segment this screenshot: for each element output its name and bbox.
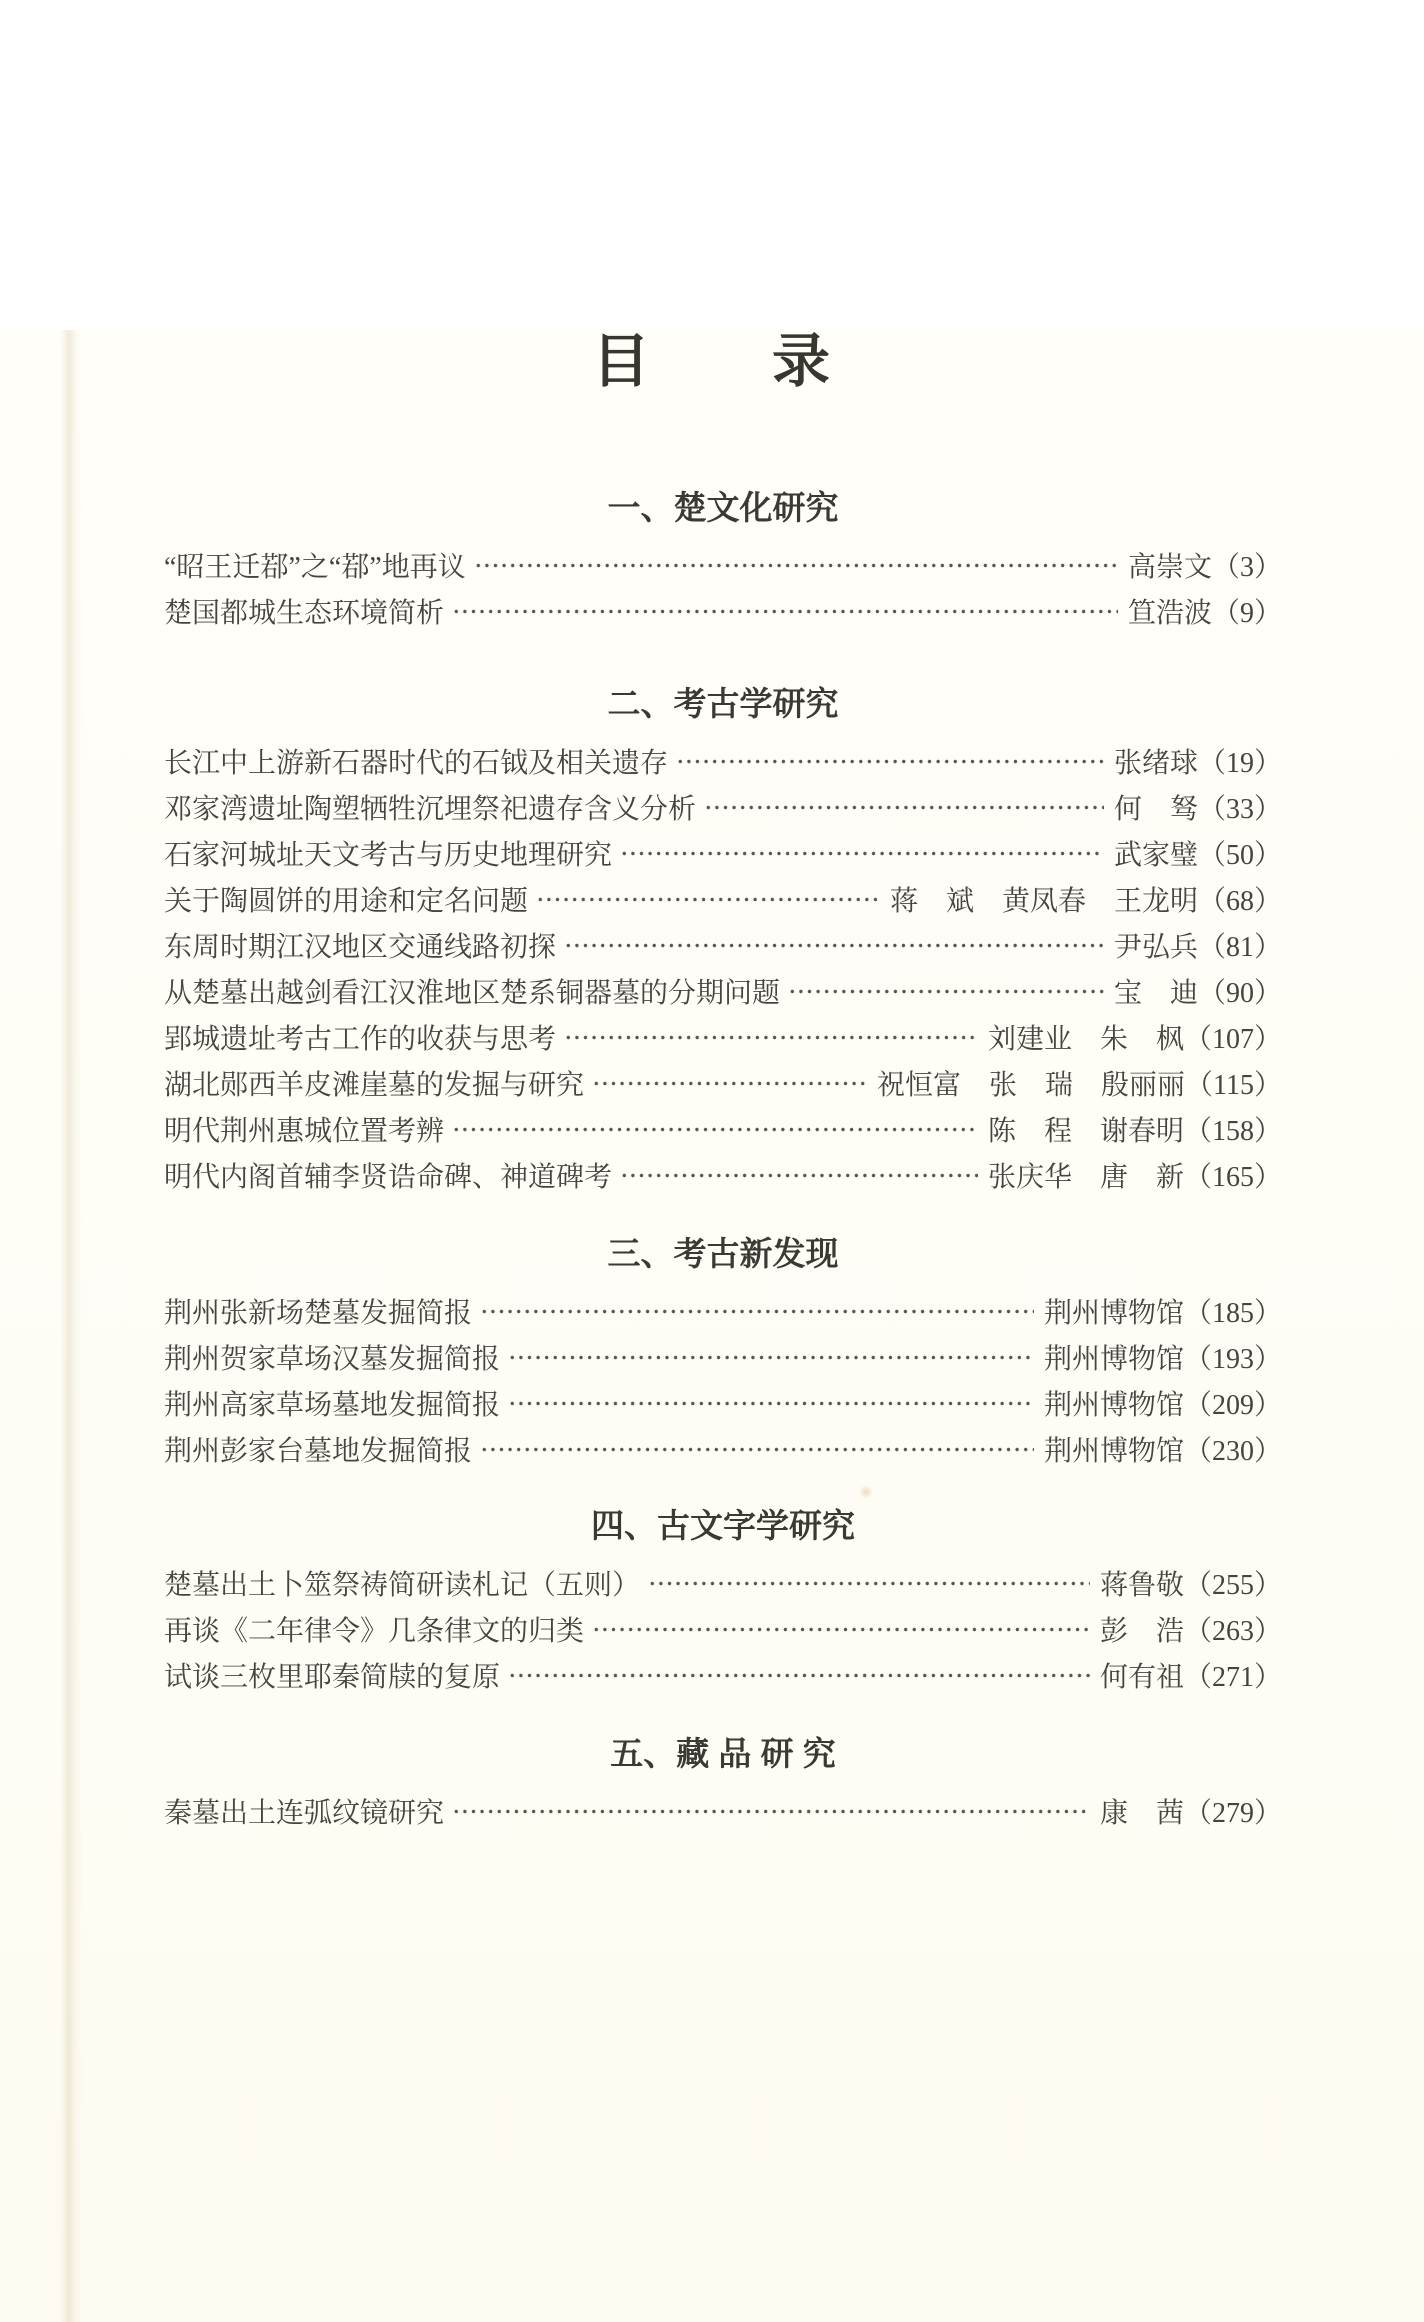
dot-leader (536, 876, 880, 922)
entry-authors: 张绪球 (1113, 748, 1198, 779)
entry-page: （9） (1211, 598, 1282, 629)
toc-entry (164, 922, 1282, 968)
section-heading: 三、考古新发现 (607, 1235, 839, 1272)
dot-leader (564, 1014, 978, 1060)
entry-title: 长江中上游新石器时代的石钺及相关遗存 (164, 748, 669, 779)
dot-leader (452, 1788, 1090, 1834)
entry-authors: 武家璧 (1113, 840, 1198, 871)
dot-leader (564, 922, 1104, 968)
entry-page: （107） (1183, 1024, 1282, 1055)
entry-authors: 宝 迪 (1113, 978, 1198, 1009)
entry-title: 楚国都城生态环境简析 (164, 598, 445, 629)
toc-section (164, 682, 1282, 1198)
dot-leader (452, 1106, 978, 1152)
toc-entry (164, 1426, 1282, 1472)
entry-page: （19） (1197, 748, 1282, 779)
entry-page: （255） (1183, 1570, 1282, 1601)
page-title: 目 录 (591, 329, 832, 394)
entry-authors: 康 茜 (1099, 1798, 1184, 1829)
entry-page: （81） (1197, 932, 1282, 963)
toc-entry (164, 876, 1282, 922)
entry-page: （3） (1211, 552, 1282, 583)
entry-authors: 荆州博物馆 (1043, 1298, 1184, 1329)
toc-content (164, 486, 1282, 1834)
entry-authors: 蒋 斌 黄凤春 王龙明 (889, 886, 1198, 917)
entry-title: 秦墓出土连弧纹镜研究 (164, 1798, 445, 1829)
dot-leader (508, 1334, 1034, 1380)
toc-section (164, 486, 1282, 634)
toc-page (0, 330, 1424, 2322)
entry-title: 郢城遗址考古工作的收获与思考 (164, 1024, 557, 1055)
entry-page: （185） (1183, 1298, 1282, 1329)
toc-entry (164, 1606, 1282, 1652)
entry-page: （33） (1197, 794, 1282, 825)
toc-entry (164, 1560, 1282, 1606)
entry-authors: 高崇文 (1127, 552, 1212, 583)
entry-title: 荆州彭家台墓地发掘简报 (164, 1436, 473, 1467)
entry-title: 石家河城址天文考古与历史地理研究 (164, 840, 613, 871)
dot-leader (676, 738, 1104, 784)
entry-authors: 笪浩波 (1127, 598, 1212, 629)
toc-entry (164, 784, 1282, 830)
entry-authors: 何 驽 (1113, 794, 1198, 825)
dot-leader (474, 542, 1118, 588)
entry-title: 明代内阁首辅李贤诰命碑、神道碑考 (164, 1162, 613, 1193)
toc-entry (164, 1652, 1282, 1698)
entry-authors: 陈 程 谢春明 (987, 1116, 1184, 1147)
dot-leader (620, 830, 1104, 876)
section-entries (164, 1288, 1282, 1472)
toc-entry (164, 1014, 1282, 1060)
entry-page: （115） (1185, 1070, 1282, 1101)
entry-title: 试谈三枚里耶秦简牍的复原 (164, 1662, 501, 1693)
toc-entry (164, 738, 1282, 784)
toc-section (164, 1232, 1282, 1472)
toc-entry (164, 1106, 1282, 1152)
entry-title: 荆州贺家草场汉墓发掘简报 (164, 1344, 501, 1375)
entry-page: （50） (1197, 840, 1282, 871)
toc-entry (164, 588, 1282, 634)
entry-page: （230） (1183, 1436, 1282, 1467)
dot-leader (508, 1652, 1090, 1698)
entry-page: （193） (1183, 1344, 1282, 1375)
entry-page: （263） (1183, 1616, 1282, 1647)
entry-title: “昭王迁鄀”之“鄀”地再议 (164, 552, 466, 583)
section-entries (164, 542, 1282, 634)
entry-authors: 蒋鲁敬 (1099, 1570, 1184, 1601)
entry-page: （165） (1183, 1162, 1282, 1193)
section-entries (164, 1788, 1282, 1834)
entry-title: 明代荆州惠城位置考辨 (164, 1116, 445, 1147)
dot-leader (452, 588, 1118, 634)
entry-title: 关于陶圆饼的用途和定名问题 (164, 886, 529, 917)
entry-title: 邓家湾遗址陶塑牺牲沉埋祭祀遗存含义分析 (164, 794, 697, 825)
entry-page: （90） (1197, 978, 1282, 1009)
entry-authors: 张庆华 唐 新 (987, 1162, 1184, 1193)
entry-page: （279） (1183, 1798, 1282, 1829)
toc-entry (164, 1334, 1282, 1380)
entry-authors: 尹弘兵 (1113, 932, 1198, 963)
section-heading: 二、考古学研究 (607, 685, 839, 722)
dot-leader (592, 1606, 1090, 1652)
entry-title: 荆州高家草场墓地发掘简报 (164, 1390, 501, 1421)
dot-leader (620, 1152, 978, 1198)
entry-title: 荆州张新场楚墓发掘简报 (164, 1298, 473, 1329)
entry-authors: 祝恒富 张 瑞 殷丽丽 (877, 1070, 1186, 1101)
entry-title: 从楚墓出越剑看江汉淮地区楚系铜器墓的分期问题 (164, 978, 781, 1009)
dot-leader (788, 968, 1104, 1014)
toc-section (164, 1504, 1282, 1698)
entry-authors: 彭 浩 (1099, 1616, 1184, 1647)
entry-authors: 荆州博物馆 (1043, 1344, 1184, 1375)
entry-page: （271） (1183, 1662, 1282, 1693)
toc-entry (164, 968, 1282, 1014)
dot-leader (704, 784, 1104, 830)
toc-entry (164, 1788, 1282, 1834)
page-edge-shadow (60, 330, 82, 2322)
section-heading: 四、古文字学研究 (591, 1507, 855, 1544)
section-heading: 五、藏 品 研 究 (610, 1735, 836, 1772)
entry-page: （158） (1183, 1116, 1282, 1147)
entry-page: （209） (1183, 1390, 1282, 1421)
entry-title: 再谈《二年律令》几条律文的归类 (164, 1616, 585, 1647)
dot-leader (592, 1060, 867, 1106)
toc-entry (164, 1288, 1282, 1334)
toc-entry (164, 830, 1282, 876)
entry-authors: 刘建业 朱 枫 (987, 1024, 1184, 1055)
toc-entry (164, 1060, 1282, 1106)
entry-authors: 荆州博物馆 (1043, 1436, 1184, 1467)
toc-entry (164, 1152, 1282, 1198)
entry-title: 楚墓出土卜筮祭祷简研读札记（五则） (164, 1570, 641, 1601)
entry-authors: 何有祖 (1099, 1662, 1184, 1693)
toc-entry (164, 542, 1282, 588)
toc-entry (164, 1380, 1282, 1426)
dot-leader (480, 1288, 1034, 1334)
section-heading: 一、楚文化研究 (607, 489, 839, 526)
entry-title: 湖北郧西羊皮滩崖墓的发掘与研究 (164, 1070, 585, 1101)
toc-section (164, 1732, 1282, 1834)
entry-page: （68） (1197, 886, 1282, 917)
entry-authors: 荆州博物馆 (1043, 1390, 1184, 1421)
dot-leader (480, 1426, 1034, 1472)
dot-leader (508, 1380, 1034, 1426)
entry-title: 东周时期江汉地区交通线路初探 (164, 932, 557, 963)
section-entries (164, 1560, 1282, 1698)
section-entries (164, 738, 1282, 1198)
dot-leader (648, 1560, 1090, 1606)
